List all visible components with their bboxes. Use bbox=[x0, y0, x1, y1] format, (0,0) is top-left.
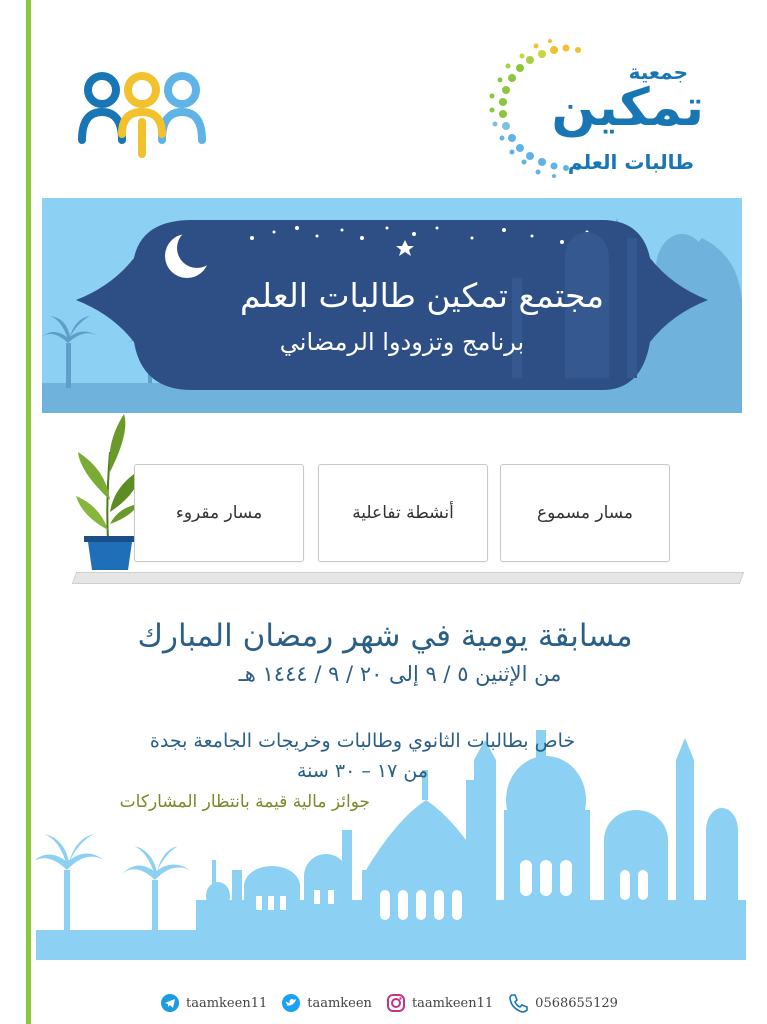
contest-title: مسابقة يومية في شهر رمضان المبارك bbox=[137, 618, 633, 654]
phone-icon bbox=[507, 992, 529, 1014]
track-interactive[interactable] bbox=[318, 464, 488, 562]
eligibility-text bbox=[100, 726, 625, 786]
eligibility-line-2: من ١٧ – ٣٠ سنة bbox=[296, 760, 428, 782]
phone-number: 0568655129 bbox=[535, 995, 618, 1011]
logo-main-text: تمكين bbox=[551, 78, 704, 138]
banner-title: مجتمع تمكين طالبات العلم bbox=[239, 276, 605, 315]
twitter-handle: taamkeen bbox=[307, 995, 372, 1011]
track-reading-label: مسار مقروء bbox=[175, 503, 263, 523]
track-reading[interactable] bbox=[134, 464, 304, 562]
contact-footer bbox=[160, 990, 632, 1016]
telegram-handle: taamkeen11 bbox=[186, 995, 268, 1011]
track-audio[interactable] bbox=[500, 464, 670, 562]
banner-subtitle: برنامج وتزودوا الرمضاني bbox=[279, 328, 525, 356]
instagram-icon bbox=[386, 993, 406, 1013]
shelf bbox=[72, 572, 744, 584]
side-accent-bar bbox=[26, 0, 31, 1024]
phone-contact[interactable] bbox=[507, 992, 618, 1014]
instagram-handle: taamkeen11 bbox=[411, 995, 494, 1011]
logo-top-text: جمعية bbox=[628, 60, 688, 84]
telegram-contact[interactable] bbox=[160, 993, 267, 1013]
organization-logo bbox=[478, 38, 728, 198]
prizes-text: جوائز مالية قيمة بانتظار المشاركات bbox=[119, 792, 370, 812]
ramadan-banner bbox=[42, 198, 742, 413]
telegram-icon bbox=[160, 993, 180, 1013]
people-group-icon bbox=[78, 72, 208, 162]
twitter-contact[interactable] bbox=[281, 993, 372, 1013]
twitter-icon bbox=[281, 993, 301, 1013]
contest-dates: من الإثنين ٥ / ٩ إلى ٢٠ / ٩ / ١٤٤٤ هـ bbox=[238, 662, 562, 686]
logo-sub-text: طالبات العلم bbox=[567, 150, 694, 174]
eligibility-line-1: خاص بطالبات الثانوي وطالبات وخريجات الجامعة بجدة bbox=[149, 730, 576, 752]
track-interactive-label: أنشطة تفاعلية bbox=[352, 503, 454, 523]
instagram-contact[interactable] bbox=[386, 993, 493, 1013]
track-audio-label: مسار مسموع bbox=[536, 503, 634, 523]
